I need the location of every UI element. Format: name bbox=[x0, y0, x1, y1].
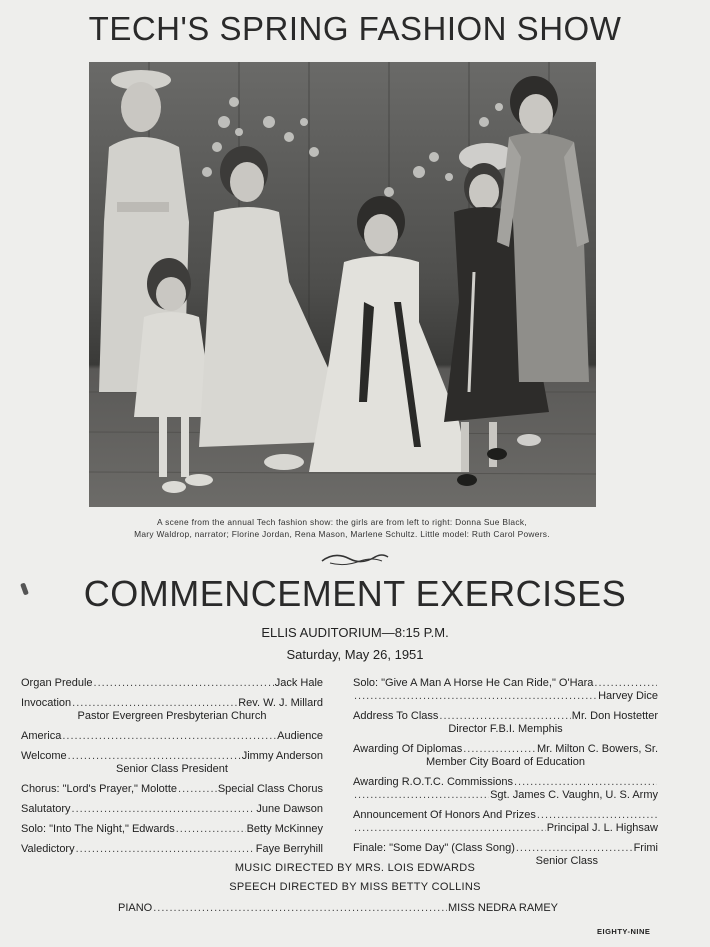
piano-line bbox=[118, 902, 558, 914]
leader-dots bbox=[354, 690, 597, 703]
leader-dots bbox=[176, 823, 246, 836]
leader-dots bbox=[72, 803, 256, 816]
program-item bbox=[353, 743, 658, 769]
leader-dots bbox=[354, 822, 546, 835]
leader-dots bbox=[354, 789, 489, 802]
program-item bbox=[21, 750, 323, 776]
leader-dots bbox=[62, 730, 276, 743]
program-item-performer: Principal J. L. Highsaw bbox=[546, 822, 658, 834]
leader-dots bbox=[153, 902, 447, 914]
page-title: TECH'S SPRING FASHION SHOW bbox=[88, 10, 622, 47]
leader-dots bbox=[178, 783, 217, 796]
program-item-performer: Harvey Dice bbox=[598, 690, 658, 702]
leader-dots bbox=[537, 809, 657, 822]
program-item-title: America bbox=[21, 730, 62, 742]
program-item-performer: Jack Hale bbox=[274, 677, 323, 689]
program-item-title: Salutatory bbox=[21, 803, 71, 815]
program-item-title: Awarding R.O.T.C. Commissions bbox=[353, 776, 513, 788]
program-item-performer: June Dawson bbox=[256, 803, 323, 815]
photo-illustration bbox=[89, 62, 596, 507]
leader-dots bbox=[68, 750, 241, 763]
program-item-title: Solo: "Give A Man A Horse He Can Ride," O'Hara bbox=[353, 677, 594, 689]
program-item-performer: Mr. Don Hostetter bbox=[571, 710, 658, 722]
program-item-performer: Rev. W. J. Millard bbox=[238, 697, 323, 709]
leader-dots bbox=[516, 842, 633, 855]
program-item-performer: Jimmy Anderson bbox=[241, 750, 323, 762]
piano-name: MISS NEDRA RAMEY bbox=[447, 902, 558, 914]
venue-line: ELLIS AUDITORIUM—8:15 P.M. bbox=[261, 625, 449, 640]
leader-dots bbox=[463, 743, 536, 756]
date-line: Saturday, May 26, 1951 bbox=[286, 647, 424, 662]
program-item-title: Awarding Of Diplomas bbox=[353, 743, 463, 755]
program-item bbox=[21, 823, 323, 836]
leader-dots bbox=[514, 776, 657, 789]
photo-caption bbox=[86, 516, 598, 540]
program-item-performer: Frimi bbox=[633, 842, 658, 854]
program-item bbox=[353, 677, 658, 703]
piano-label: PIANO bbox=[118, 902, 153, 914]
program-item-performer: Mr. Milton C. Bowers, Sr. bbox=[536, 743, 658, 755]
program-item-note: Director F.B.I. Memphis bbox=[448, 723, 563, 735]
speech-director-line: SPEECH DIRECTED BY MISS BETTY COLLINS bbox=[229, 881, 481, 893]
program-item-note: Senior Class bbox=[535, 855, 598, 867]
page-number: EIGHTY-NINE bbox=[597, 927, 651, 936]
flourish-ornament bbox=[320, 549, 390, 569]
program-item bbox=[353, 809, 658, 835]
program-item bbox=[21, 803, 323, 816]
leader-dots bbox=[439, 710, 570, 723]
program-item-performer: Audience bbox=[277, 730, 323, 742]
program-item-title: Welcome bbox=[21, 750, 67, 762]
program-item-note: Senior Class President bbox=[116, 763, 228, 775]
program-item-note: Member City Board of Education bbox=[426, 756, 585, 768]
leader-dots bbox=[72, 697, 237, 710]
program-item-title: Finale: "Some Day" (Class Song) bbox=[353, 842, 515, 854]
program-item bbox=[21, 697, 323, 723]
program-item-performer: Faye Berryhill bbox=[255, 843, 323, 855]
program-item-title: Valedictory bbox=[21, 843, 75, 855]
program-item bbox=[21, 677, 323, 690]
program-item-performer: Sgt. James C. Vaughn, U. S. Army bbox=[490, 789, 658, 801]
program-item-title: Organ Predule bbox=[21, 677, 93, 689]
commencement-title: COMMENCEMENT EXERCISES bbox=[83, 573, 627, 614]
program-right-column bbox=[353, 677, 658, 875]
program-item bbox=[21, 783, 323, 796]
fashion-show-photo bbox=[89, 62, 596, 507]
program-item-title: Address To Class bbox=[353, 710, 439, 722]
program-item-title: Announcement Of Honors And Prizes bbox=[353, 809, 536, 821]
program-item-title: Invocation bbox=[21, 697, 72, 709]
program-item bbox=[21, 730, 323, 743]
caption-line-2: Mary Waldrop, narrator; Florine Jordan, Rena Mason, Marlene Schultz. Little model: Ruth Carol Powers. bbox=[134, 529, 550, 539]
program-item-title: Solo: "Into The Night," Edwards bbox=[21, 823, 175, 835]
program-item bbox=[353, 710, 658, 736]
program-item-note: Pastor Evergreen Presbyterian Church bbox=[77, 710, 267, 722]
program-item bbox=[353, 776, 658, 802]
caption-line-1: A scene from the annual Tech fashion show: the girls are from left to right: Donna Sue Black, bbox=[157, 517, 527, 527]
music-director-line: MUSIC DIRECTED BY MRS. LOIS EDWARDS bbox=[234, 862, 476, 874]
leader-dots bbox=[94, 677, 274, 690]
program-item-performer: Special Class Chorus bbox=[217, 783, 323, 795]
program-item-performer: Betty McKinney bbox=[246, 823, 323, 835]
program-left-column bbox=[21, 677, 323, 863]
program-item bbox=[21, 843, 323, 856]
leader-dots bbox=[76, 843, 255, 856]
program-item-title: Chorus: "Lord's Prayer," Molotte bbox=[21, 783, 178, 795]
leader-dots bbox=[594, 677, 657, 690]
